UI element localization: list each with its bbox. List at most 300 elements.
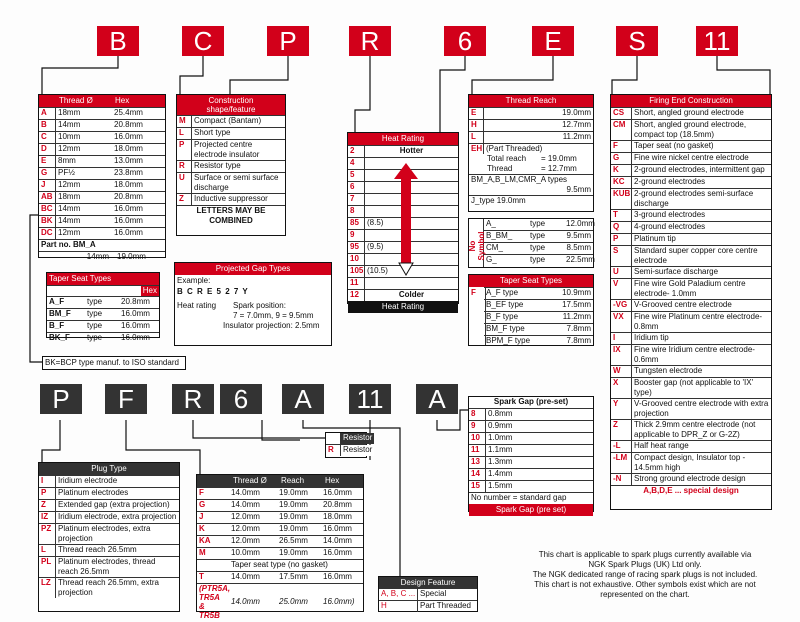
construction-title	[177, 95, 285, 115]
bottom-letter-6: 6	[220, 384, 262, 414]
bm-types-label: BM_A,B_LM,CMR_A types	[471, 175, 568, 184]
thread-reach-hex-table	[196, 474, 364, 620]
heat-cell-1	[365, 194, 369, 205]
taper-right-row	[484, 299, 593, 311]
firing-cell-0: S	[611, 246, 632, 266]
trh-cell-3: 18.0mm	[323, 512, 352, 521]
spark-gap-cell-0: 9	[469, 421, 486, 432]
no-symbol-cell-1: type	[530, 243, 546, 252]
taper-right-row	[484, 335, 593, 347]
plug-type-row	[39, 577, 179, 598]
trh-cell-3: 16.0mm	[323, 488, 352, 497]
code-letter-r: R	[349, 26, 391, 56]
reach-cell-1: 12.7mm	[562, 120, 591, 129]
note-line-5: represented on the chart.	[600, 590, 690, 599]
firing-cell-1: 2-ground electrodes, intermittent gap	[634, 165, 765, 174]
taper-right-cell-0: B_F type	[486, 312, 519, 321]
plug-type-cell-1: Extended gap (extra projection)	[58, 500, 170, 509]
taper-right-cell-0: A_F type	[486, 288, 519, 297]
note-line-4: This chart is not exhaustive. Other symbols exist which are not	[534, 580, 756, 589]
projected-gap-table	[174, 262, 332, 346]
plug-type-row	[39, 544, 179, 556]
firing-end-footer: A,B,D,E ... special design	[611, 485, 771, 497]
thread-row	[39, 215, 165, 227]
trh-cell-3: 14.0mm	[323, 536, 352, 545]
plug-type-cell-0: L	[39, 545, 56, 556]
projected-gap-code: B C R E 5 2 7 Y	[177, 287, 249, 296]
taper-right-cell-1: 10.9mm	[562, 288, 591, 297]
firing-row	[611, 332, 771, 344]
taper-right-cell-1: 11.2mm	[562, 312, 591, 321]
hotter-colder-arrow	[394, 163, 418, 277]
trh-row	[197, 535, 363, 547]
spark-gap-footer	[469, 504, 593, 516]
resistor-row	[326, 433, 373, 444]
bottom-letter-f: F	[105, 384, 147, 414]
reach-row	[469, 107, 593, 119]
spark-gap-cell-1: 0.9mm	[488, 421, 513, 430]
trh-cell-1: 14.0mm	[231, 488, 260, 497]
firing-cell-0: CM	[611, 120, 632, 140]
trh-cell-0: F	[199, 488, 204, 497]
heat-cell-0: 12	[348, 290, 365, 301]
thread-cell-1: 10mm	[58, 132, 81, 141]
no-symbol-row	[484, 219, 593, 230]
trh-special-row	[197, 583, 363, 620]
heat-cell-1: Colder	[398, 290, 425, 299]
thread-cell-2: 13.0mm	[114, 156, 143, 165]
firing-row	[611, 107, 771, 119]
construction-cell-0: Z	[177, 194, 192, 205]
insulator-projection: Insulator projection: 2.5mm	[223, 321, 320, 330]
plug-type-cell-0: LZ	[39, 578, 56, 598]
plug-type-row	[39, 511, 179, 523]
thread-cell-2: 18.0mm	[114, 144, 143, 153]
letters-combined-note: LETTERS MAY BE COMBINED	[196, 206, 266, 225]
eh-total-label: Total reach	[487, 154, 527, 163]
plug-type-cell-0: IZ	[39, 512, 56, 523]
note-line-3: The NGK dedicated range of racing spark plugs is not included.	[532, 570, 758, 579]
thread-cell-0: C	[39, 132, 56, 143]
heat-rating-title	[348, 133, 458, 145]
trh-cell-1: 12.0mm	[231, 512, 260, 521]
thread-cell-2: 16.0mm	[114, 204, 143, 213]
thread-row	[39, 119, 165, 131]
spark-gap-row	[469, 456, 593, 468]
thread-cell-1: 14mm	[58, 204, 81, 213]
firing-cell-0: V	[611, 279, 632, 299]
firing-cell-0: G	[611, 153, 632, 164]
eh-label: (Part Threaded)	[486, 144, 543, 153]
heat-cell-0: 11	[348, 278, 365, 289]
no-symbol-cell-1: type	[530, 219, 546, 228]
heat-cell-1: (9.5)	[367, 242, 384, 251]
construction-cell-0: M	[177, 116, 192, 127]
heat-cell-1: (8.5)	[367, 218, 384, 227]
heat-row	[348, 145, 458, 157]
firing-cell-0: -LM	[611, 453, 632, 473]
bk-note: BK=BCP type manuf. to ISO standard	[42, 356, 186, 370]
construction-cell-1: Short type	[194, 128, 231, 137]
thread-header: Thread Ø	[59, 96, 93, 105]
firing-row	[611, 164, 771, 176]
no-symbol-label: No Symbol	[468, 231, 486, 261]
no-symbol-cell-0: CM_	[486, 243, 503, 252]
projected-gap-example: Example:	[177, 276, 211, 285]
design-feature-cell-0: H	[379, 601, 418, 612]
thread-cell-1: PF½	[58, 168, 75, 177]
design-feature-cell-0: A, B, C ...	[379, 589, 418, 600]
part-no-thread: 14mm	[86, 252, 109, 261]
firing-row	[611, 245, 771, 266]
j-type-row	[469, 195, 593, 207]
firing-cell-1: V-Grooved centre electrode	[634, 300, 732, 309]
heat-rating-title-text: Heat Rating	[381, 134, 425, 143]
firing-cell-0: T	[611, 210, 632, 221]
projected-gap-title	[175, 263, 331, 275]
spark-position-label: Spark position:	[233, 301, 286, 310]
spark-gap-row	[469, 480, 593, 492]
spark-gap-cell-0: 14	[469, 469, 486, 480]
taper-left-cell-0: A_F	[49, 297, 65, 306]
design-feature-cell-1: Special	[420, 589, 447, 598]
firing-cell-1: V-Grooved centre electrode with extra projection	[634, 399, 769, 418]
design-feature-row	[379, 588, 477, 600]
construction-footer	[177, 205, 285, 226]
no-symbol-cell-1: type	[530, 231, 546, 240]
construction-table	[176, 94, 286, 236]
taper-seat-right-title	[469, 275, 593, 287]
firing-cell-1: Half heat range	[634, 441, 689, 450]
thread-cell-2: 23.8mm	[114, 168, 143, 177]
trh-reach-header: Reach	[281, 476, 305, 485]
construction-cell-1: Surface or semi surface discharge	[194, 173, 279, 192]
trh-t-thread: 14.0mm	[231, 572, 260, 581]
firing-cell-0: W	[611, 366, 632, 377]
firing-cell-0: F	[611, 141, 632, 152]
plug-type-cell-1: Thread reach 26.5mm	[58, 545, 137, 554]
heat-row	[348, 277, 458, 289]
taper-right-cell-0: BPM_F type	[486, 336, 531, 345]
code-letter-s: S	[616, 26, 658, 56]
trh-cell-1: 10.0mm	[231, 548, 260, 557]
spark-gap-cell-0: 10	[469, 433, 486, 444]
eh-total-value: = 19.0mm	[541, 154, 577, 163]
spark-gap-row	[469, 408, 593, 420]
firing-cell-0: -N	[611, 474, 632, 485]
firing-row	[611, 221, 771, 233]
thread-row	[39, 107, 165, 119]
construction-row	[177, 160, 285, 172]
taper-left-row	[47, 308, 159, 320]
firing-cell-1: Iridium tip	[634, 333, 669, 342]
heat-rating-table	[347, 132, 459, 311]
taper-right-row	[484, 323, 593, 335]
no-symbol-cell-2: 22.5mm	[566, 255, 595, 264]
taper-left-cell-2: 20.8mm	[121, 297, 150, 306]
firing-row	[611, 209, 771, 221]
thread-cell-2: 25.4mm	[114, 108, 143, 117]
firing-cell-0: KC	[611, 177, 632, 188]
firing-row	[611, 119, 771, 140]
spark-gap-cell-0: 8	[469, 409, 486, 420]
trh-hex-header: Hex	[325, 476, 340, 485]
heat-cell-0: 95	[348, 242, 365, 253]
firing-row	[611, 440, 771, 452]
taper-right-row	[484, 311, 593, 323]
thread-cell-2: 16.0mm	[114, 228, 143, 237]
firing-row	[611, 188, 771, 209]
firing-row	[611, 398, 771, 419]
construction-row	[177, 172, 285, 193]
trh-row	[197, 487, 363, 499]
thread-row	[39, 227, 165, 239]
no-symbol-cell-2: 9.5mm	[566, 231, 591, 240]
firing-cell-1: Fine wire Gold Paladium centre electrode- 1.0mm	[634, 279, 746, 298]
plug-type-cell-0: PL	[39, 557, 56, 577]
firing-cell-0: Q	[611, 222, 632, 233]
no-symbol-cell-1: type	[530, 255, 546, 264]
resistor-row	[326, 444, 373, 456]
trh-cell-2: 19.0mm	[279, 512, 308, 521]
firing-row	[611, 311, 771, 332]
bm-types-row	[469, 174, 593, 195]
thread-cell-1: 18mm	[58, 108, 81, 117]
firing-cell-0: KUB	[611, 189, 632, 209]
code-letter-6: 6	[444, 26, 486, 56]
trh-header	[197, 475, 363, 487]
thread-cell-1: 12mm	[58, 180, 81, 189]
trh-cell-2: 19.0mm	[279, 548, 308, 557]
plug-type-cell-1: Thread reach 26.5mm, extra projection	[58, 578, 159, 597]
spark-gap-table	[468, 396, 594, 512]
thread-cell-1: 12mm	[58, 144, 81, 153]
construction-title-text: Construction shape/feature	[206, 96, 256, 114]
firing-cell-1: Fine wire nickel centre electrode	[634, 153, 749, 162]
taper-right-row	[484, 287, 593, 299]
thread-cell-0: AB	[39, 192, 56, 203]
trh-cell-3: 16.0mm	[323, 524, 352, 533]
spark-gap-cell-1: 1.4mm	[488, 469, 513, 478]
firing-cell-1: 2-ground electrodes semi-surface discharge	[634, 189, 754, 208]
trh-cell-1: 14.0mm	[231, 500, 260, 509]
taper-left-cell-0: BM_F	[49, 309, 71, 318]
thread-cell-0: E	[39, 156, 56, 167]
plug-type-cell-0: Z	[39, 500, 56, 511]
heat-cell-1	[365, 158, 369, 169]
note-line-1: This chart is applicable to spark plugs currently available via	[538, 550, 752, 559]
taper-no-gasket-label: Taper seat type (no gasket)	[231, 560, 328, 569]
plug-type-cell-1: Platinum electrodes	[58, 488, 129, 497]
reach-cell-1: 19.0mm	[562, 108, 591, 117]
construction-cell-0: L	[177, 128, 192, 139]
no-symbol-cell-0: A_	[486, 219, 496, 228]
reach-cell-0: E	[469, 108, 484, 119]
eh-thread-value: = 12.7mm	[541, 164, 577, 173]
taper-no-gasket-row	[197, 559, 363, 571]
trh-special-codes: (PTR5A, TR5A & TR5B	[199, 584, 231, 620]
taper-left-cell-2: 16.0mm	[121, 333, 150, 342]
trh-cell-3: 16.0mm	[323, 548, 352, 557]
thread-cell-0: BC	[39, 204, 56, 215]
trh-special-thread: 14.0mm	[231, 597, 260, 606]
thread-reach-title	[469, 95, 593, 107]
no-symbol-cell-2: 12.0mm	[566, 219, 595, 228]
spark-position-values: 7 = 7.0mm, 9 = 9.5mm	[233, 311, 314, 320]
spark-gap-footer-text: Spark Gap (pre set)	[495, 505, 567, 514]
heat-cell-1: (10.5)	[367, 266, 388, 275]
reach-cell-1: 11.2mm	[562, 132, 591, 141]
construction-cell-0: R	[177, 161, 192, 172]
thread-cell-2: 16.0mm	[114, 132, 143, 141]
construction-cell-0: P	[177, 140, 192, 160]
heat-cell-1	[365, 278, 369, 289]
hex-header: Hex	[115, 96, 130, 105]
taper-seat-title	[47, 273, 159, 285]
firing-cell-0: U	[611, 267, 632, 278]
firing-row	[611, 278, 771, 299]
firing-cell-1: Taper seat (no gasket)	[634, 141, 714, 150]
trh-t-code: T	[199, 572, 204, 581]
code-letter-p: P	[267, 26, 309, 56]
heat-cell-0: 9	[348, 230, 365, 241]
trh-cell-3: 20.8mm	[323, 500, 352, 509]
firing-row	[611, 266, 771, 278]
plug-type-title: Plug Type	[39, 463, 179, 475]
no-number-label: No number = standard gap	[471, 493, 567, 502]
plug-type-cell-1: Iridium electrode	[58, 476, 118, 485]
projected-gap-title-text: Projected Gap Types	[215, 264, 291, 273]
chart-note	[510, 550, 780, 600]
thread-cell-0: A	[39, 108, 56, 119]
firing-row	[611, 419, 771, 440]
firing-cell-1: Tungsten electrode	[634, 366, 703, 375]
code-letter-e: E	[532, 26, 574, 56]
thread-row	[39, 131, 165, 143]
trh-cell-0: KA	[199, 536, 211, 545]
firing-cell-0: P	[611, 234, 632, 245]
trh-t-hex: 16.0mm	[323, 572, 352, 581]
heat-cell-0: 2	[348, 146, 365, 157]
part-no-hex: 19.0mm	[117, 252, 146, 261]
firing-cell-1: 3-ground electrodes	[634, 210, 706, 219]
firing-end-table	[610, 94, 772, 510]
heat-cell-1: Hotter	[399, 146, 424, 155]
spark-gap-cell-0: 11	[469, 445, 486, 456]
thread-diameter-table	[38, 94, 166, 261]
firing-cell-1: Thick 2.9mm centre electrode (not applicable to DPR_Z or G-2Z)	[634, 420, 756, 439]
no-symbol-row	[484, 230, 593, 242]
heat-cell-0: 105	[350, 266, 364, 275]
taper-seat-table-right	[468, 274, 594, 346]
firing-row	[611, 299, 771, 311]
part-no-row	[39, 239, 165, 251]
construction-cell-1: Resistor type	[194, 161, 241, 170]
firing-row	[611, 140, 771, 152]
design-feature-cell-1: Part Threaded	[420, 601, 471, 610]
thread-cell-1: 8mm	[58, 156, 76, 165]
trh-cell-2: 26.5mm	[279, 536, 308, 545]
taper-left-cell-1: type	[87, 309, 103, 318]
taper-left-cell-0: B_F	[49, 321, 65, 330]
firing-cell-1: Strong ground electrode design	[634, 474, 746, 483]
firing-row	[611, 377, 771, 398]
heat-cell-1	[365, 230, 369, 241]
plug-type-row	[39, 499, 179, 511]
taper-hex-label: Hex	[142, 286, 157, 295]
thread-row	[39, 167, 165, 179]
bottom-letter-p: P	[40, 384, 82, 414]
thread-cell-0: B	[39, 120, 56, 131]
firing-cell-0: IX	[611, 345, 632, 365]
firing-cell-1: Compact design, Insulator top - 14.5mm high	[634, 453, 746, 472]
design-feature-table	[378, 576, 478, 612]
firing-cell-0: VX	[611, 312, 632, 332]
bottom-letter-a2: A	[416, 384, 458, 414]
spark-gap-cell-0: 13	[469, 457, 486, 468]
taper-left-cell-2: 16.0mm	[121, 321, 150, 330]
heat-rating-label: Heat rating	[177, 301, 217, 310]
plug-type-row	[39, 487, 179, 499]
firing-cell-1: 4-ground electrodes	[634, 222, 706, 231]
heat-cell-1	[365, 206, 369, 217]
trh-t-row	[197, 571, 363, 583]
trh-thread-header: Thread Ø	[233, 476, 267, 485]
thread-reach-title-text: Thread Reach	[505, 96, 557, 105]
plug-type-cell-0: I	[39, 476, 56, 487]
taper-left-cell-0: BK_F	[49, 333, 70, 342]
thread-cell-0: G	[39, 168, 56, 179]
firing-row	[611, 344, 771, 365]
heat-rating-footer: Heat Rating	[348, 301, 458, 313]
taper-left-cell-1: type	[87, 297, 103, 306]
trh-row	[197, 547, 363, 559]
trh-t-reach: 17.5mm	[279, 572, 308, 581]
bm-types-value: 9.5mm	[566, 185, 591, 194]
firing-cell-1: Short, angled ground electrode	[634, 108, 744, 117]
spark-gap-cell-1: 0.8mm	[488, 409, 513, 418]
heat-cell-0: 6	[348, 182, 365, 193]
resistor-cell-1: Resistor	[343, 433, 373, 442]
heat-cell-0: 85	[348, 218, 365, 229]
j-type-label: J_type 19.0mm	[471, 196, 526, 205]
taper-title-text: Taper Seat Types	[49, 274, 112, 283]
firing-cell-0: Y	[611, 399, 632, 419]
firing-cell-1: Standard super copper core centre electrode	[634, 246, 758, 265]
heat-cell-1	[365, 170, 369, 181]
thread-cell-2: 20.8mm	[114, 120, 143, 129]
bottom-letter-a: A	[282, 384, 324, 414]
heat-row	[348, 289, 458, 301]
reach-row	[469, 119, 593, 131]
taper-right-cell-0: B_EF type	[486, 300, 524, 309]
bottom-letter-11: 11	[349, 384, 391, 414]
trh-row	[197, 511, 363, 523]
firing-cell-1: Short, angled ground electrode, compact top (18.5mm)	[634, 120, 747, 139]
thread-cell-2: 18.0mm	[114, 180, 143, 189]
part-no-values	[39, 251, 165, 263]
trh-cell-2: 19.0mm	[279, 500, 308, 509]
plug-type-cell-1: Platinum electrodes, thread reach 26.5mm	[58, 557, 156, 576]
thread-cell-0: DC	[39, 228, 56, 239]
firing-row	[611, 473, 771, 485]
spark-gap-row	[469, 432, 593, 444]
taper-seat-right-title-text: Taper Seat Types	[499, 276, 563, 285]
no-symbol-cell-0: B_BM_	[486, 231, 513, 240]
trh-row	[197, 499, 363, 511]
spark-gap-cell-1: 1.0mm	[488, 433, 513, 442]
plug-type-cell-0: PZ	[39, 524, 56, 544]
